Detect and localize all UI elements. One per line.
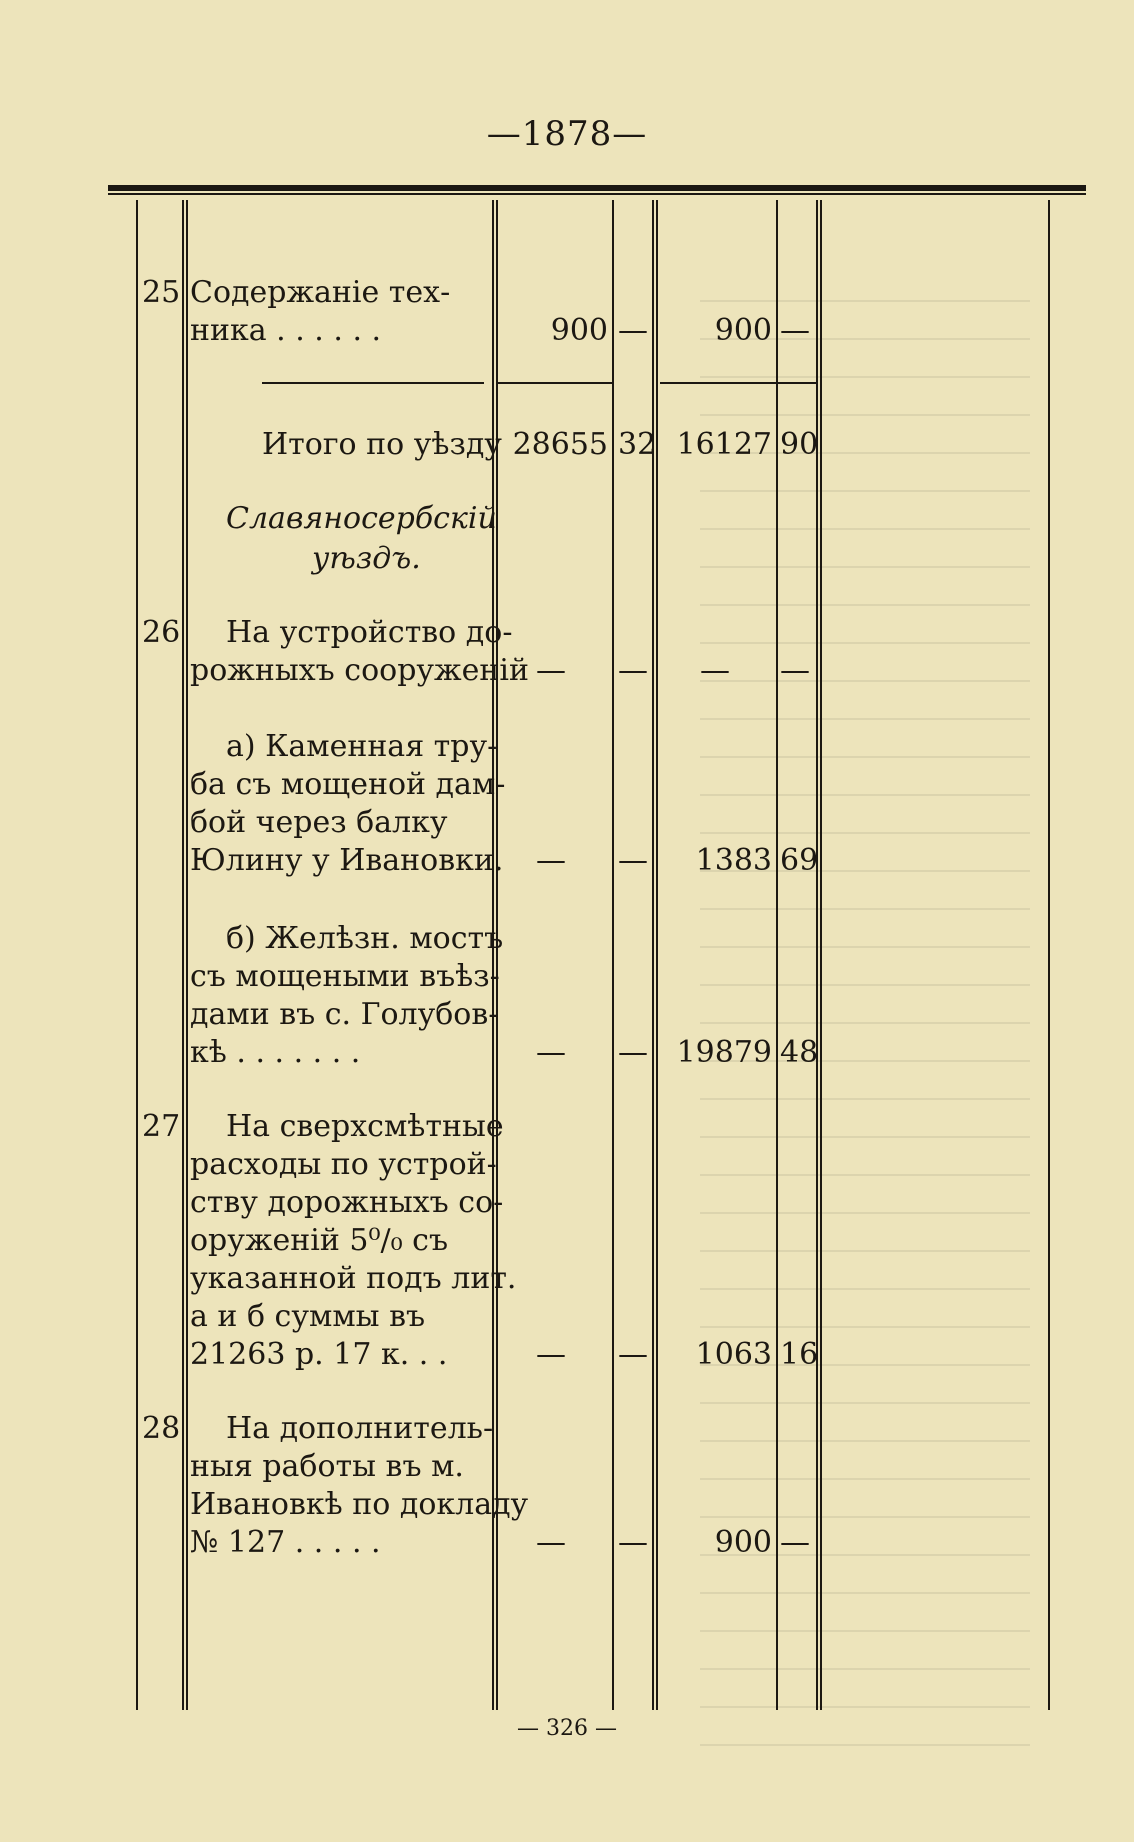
amount1-rub: —: [536, 843, 566, 878]
amount1-kop: —: [618, 1337, 648, 1372]
column-line: [776, 200, 778, 1710]
sum-rule: [496, 382, 612, 384]
row-text-line: Юлину у Ивановки.: [190, 843, 504, 878]
row-text-line: № 127 . . . . .: [190, 1525, 381, 1560]
row-text-line: На устройство до-: [226, 615, 513, 650]
amount1-kop: 32: [618, 427, 657, 462]
amount1-rub: 900: [550, 313, 608, 348]
column-line: [186, 200, 188, 1710]
column-line: [136, 200, 138, 1710]
row-text-line: Содержаніе тех-: [190, 275, 451, 310]
sum-rule: [262, 382, 484, 384]
header-rule: [108, 185, 1086, 191]
column-line: [820, 200, 822, 1710]
row-text-line: На сверхсмѣтные: [226, 1109, 504, 1144]
amount2-kop: —: [780, 653, 810, 688]
column-line: [612, 200, 614, 1710]
amount1-kop: —: [618, 1035, 648, 1070]
amount1-kop: —: [618, 843, 648, 878]
amount2-kop: 16: [780, 1337, 819, 1372]
amount2-rub: 19879: [676, 1035, 772, 1070]
amount1-rub: —: [536, 1035, 566, 1070]
amount2-rub: 900: [714, 313, 772, 348]
total-label: Итого по уѣзду: [262, 427, 502, 462]
row-text-line: оруженій 5⁰/₀ съ: [190, 1223, 449, 1258]
row-text-line: рожныхъ сооруженій: [190, 653, 529, 688]
amount2-rub: —: [700, 653, 730, 688]
row-text-line: а и б суммы въ: [190, 1299, 426, 1334]
amount1-rub: —: [536, 653, 566, 688]
row-text-line: б) Желѣзн. мостъ: [226, 921, 504, 956]
section-heading: уѣздъ.: [312, 541, 421, 576]
row-text-line: ба съ мощеной дам-: [190, 767, 506, 802]
header-rule-thin: [108, 193, 1086, 195]
row-text-line: Ивановкѣ по докладу: [190, 1487, 529, 1522]
row-number: 25: [142, 275, 181, 310]
row-text-line: съ мощеными въѣз-: [190, 959, 500, 994]
row-text-line: ника . . . . . .: [190, 313, 382, 348]
amount2-rub: 16127: [676, 427, 772, 462]
amount2-rub: 1383: [695, 843, 772, 878]
amount2-kop: —: [780, 313, 810, 348]
amount2-rub: 1063: [695, 1337, 772, 1372]
row-text-line: На дополнитель-: [226, 1411, 494, 1446]
row-number: 26: [142, 615, 181, 650]
row-number: 27: [142, 1109, 181, 1144]
section-heading: Славяносербскій: [226, 501, 497, 536]
row-text-line: а) Каменная тру-: [226, 729, 498, 764]
amount2-kop: 69: [780, 843, 819, 878]
row-text-line: 21263 р. 17 к. . .: [190, 1337, 448, 1372]
page-number: — 326 —: [517, 1716, 617, 1741]
column-line: [1048, 200, 1050, 1710]
amount2-kop: 48: [780, 1035, 819, 1070]
row-number: 28: [142, 1411, 181, 1446]
row-text-line: бой через балку: [190, 805, 448, 840]
sum-rule: [660, 382, 816, 384]
row-text-line: расходы по устрой-: [190, 1147, 497, 1182]
row-text-line: ныя работы въ м.: [190, 1449, 464, 1484]
amount1-kop: —: [618, 313, 648, 348]
amount1-kop: —: [618, 653, 648, 688]
page-header: —1878—: [486, 114, 648, 154]
column-line: [182, 200, 184, 1710]
column-line: [656, 200, 658, 1710]
amount1-rub: —: [536, 1337, 566, 1372]
amount1-kop: —: [618, 1525, 648, 1560]
amount2-kop: —: [780, 1525, 810, 1560]
row-text-line: дами въ с. Голубов-: [190, 997, 499, 1032]
amount1-rub: 28655: [512, 427, 608, 462]
amount2-rub: 900: [714, 1525, 772, 1560]
row-text-line: указанной подъ лит.: [190, 1261, 517, 1296]
row-text-line: ству дорожныхъ со-: [190, 1185, 504, 1220]
amount2-kop: 90: [780, 427, 819, 462]
row-text-line: кѣ . . . . . . .: [190, 1035, 361, 1070]
amount1-rub: —: [536, 1525, 566, 1560]
